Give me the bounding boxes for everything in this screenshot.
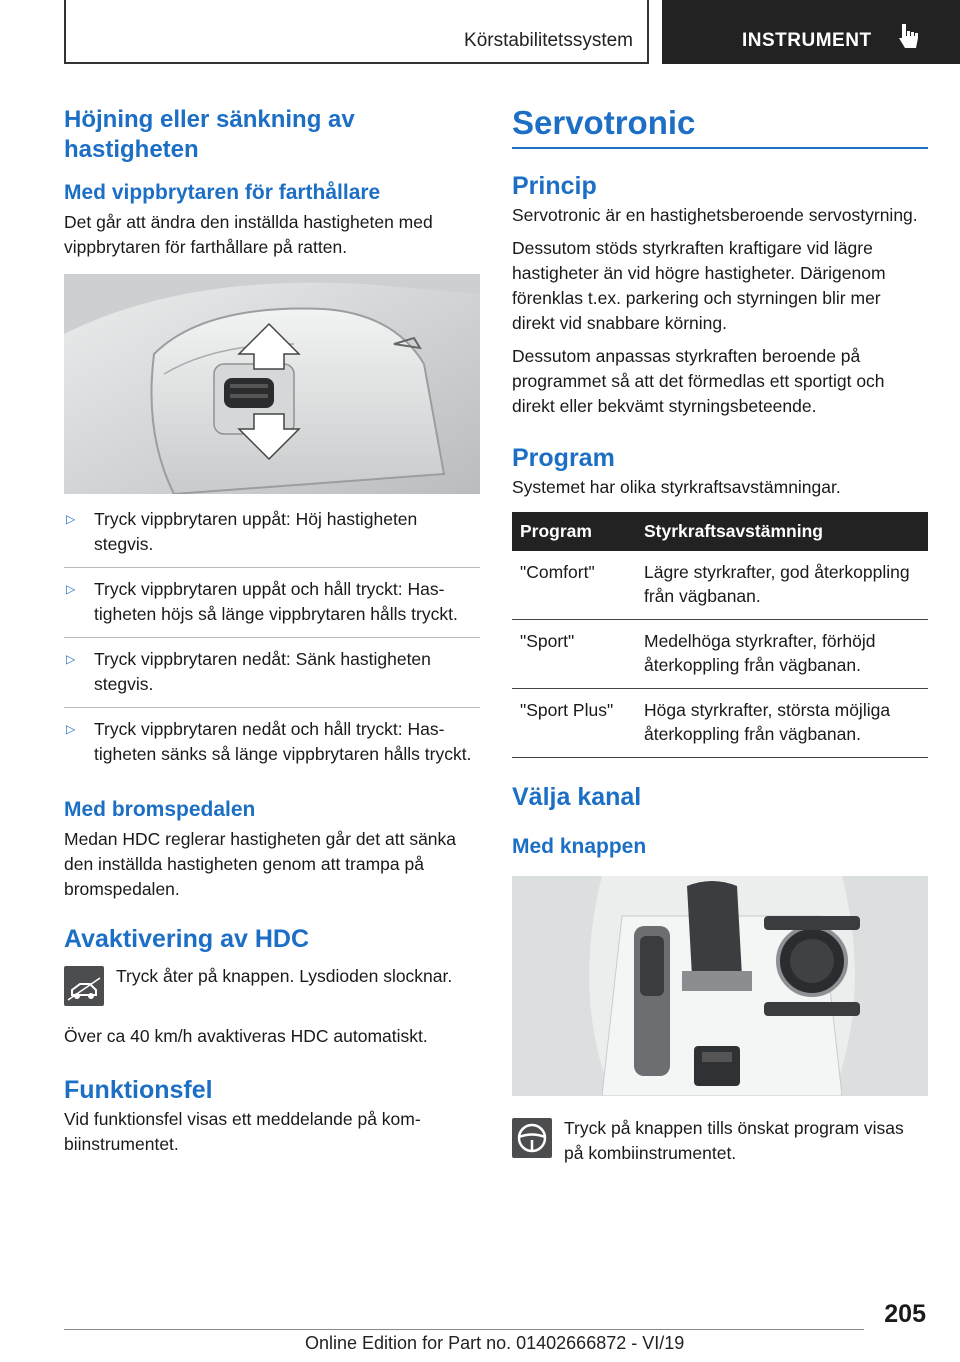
- paragraph-principle-2: Dessutom stöds styrkraften kraftigare vid lägre hastigheter än vid högre hastigheter. Därigenom förenklas t.ex. parkering och styrningen blir mer direkt vid snabbare körning.: [512, 238, 886, 333]
- paragraph-principle-1: Servotronic är en hastighetsberoende servostyrning.: [512, 205, 918, 225]
- list-item: ▷ Tryck vippbrytaren uppåt och håll tryckt: Hastigheten höjs så länge vippbrytaren hålls tryckt.: [64, 567, 480, 627]
- paragraph-principle-3: Dessutom anpassas styrkraften beroende på programmet så att det förmedlas ett sportigt och direkt eller bekvämt styrningsbeteende.: [512, 346, 885, 416]
- pointing-hand-icon: [896, 22, 920, 52]
- heading-deactivate-hdc: Avaktivering av HDC: [64, 925, 309, 953]
- heading-program: Program: [512, 444, 615, 472]
- triangle-bullet-icon: ▷: [66, 582, 76, 596]
- heading-speed-adjust: Höjning eller sänkning av hastigheten: [64, 106, 355, 163]
- steering-wheel-illustration: [64, 274, 480, 494]
- page-number: 205: [884, 1300, 926, 1328]
- paragraph-rocker-switch: Det går att ändra den inställda hastigheten med vippbrytaren för farthållare på ratten.: [64, 212, 433, 257]
- program-name: "Comfort": [512, 551, 636, 620]
- column-header-tuning: Styrkraftsavstämning: [636, 512, 928, 551]
- program-description: Höga styrkrafter, största möjliga återkoppling från vägbanan.: [636, 689, 928, 758]
- list-item: ▷ Tryck vippbrytaren nedåt och håll tryckt: Hastigheten sänks så länge vippbrytaren hålls tryckt.: [64, 707, 480, 767]
- footer-edition: Online Edition for Part no. 01402666872 - VI/19: [305, 1333, 685, 1353]
- hdc-button-icon: [64, 966, 104, 1006]
- heading-with-button: Med knappen: [512, 835, 647, 858]
- header-chapter-tab: [662, 0, 960, 64]
- table-header-row: [512, 512, 928, 551]
- deactivate-instruction: [64, 964, 480, 1014]
- left-column: [64, 100, 480, 1157]
- triangle-bullet-icon: ▷: [66, 512, 76, 526]
- column-header-program: Program: [512, 512, 636, 551]
- footer-divider: [64, 1329, 864, 1330]
- right-column: [512, 100, 928, 1166]
- program-description: Lägre styrkrafter, god återkoppling från vägbanan.: [636, 551, 928, 620]
- heading-brake-pedal: Med bromspedalen: [64, 798, 256, 821]
- table-row: [512, 689, 928, 758]
- heading-malfunction: Funktionsfel: [64, 1076, 213, 1104]
- paragraph-auto-deactivate: Över ca 40 km/h avaktiveras HDC automatiskt.: [64, 1026, 428, 1046]
- steering-wheel-icon: [512, 1118, 552, 1158]
- header-chapter-title: INSTRUMENT: [742, 30, 872, 51]
- list-item: ▷ Tryck vippbrytaren nedåt: Sänk hastigheten stegvis.: [64, 637, 480, 697]
- heading-principle: Princip: [512, 172, 597, 200]
- paragraph-brake-pedal: Medan HDC reglerar hastigheten går det att sänka den inställda hastigheten genom att trampa på bromspedalen.: [64, 829, 457, 899]
- table-row: [512, 620, 928, 689]
- paragraph-program: Systemet har olika styrkraftsavstämningar.: [512, 477, 841, 497]
- header-section-title: Körstabilitetssystem: [464, 30, 633, 51]
- program-description: Medelhöga styrkrafter, förhöjd återkoppling från vägbanan.: [636, 620, 928, 689]
- heading-servotronic: Servotronic: [512, 104, 696, 141]
- table-row: [512, 551, 928, 620]
- center-console-illustration: [512, 876, 928, 1096]
- button-instruction: [512, 1116, 928, 1166]
- program-name: "Sport Plus": [512, 689, 636, 758]
- header-section-box: [64, 0, 649, 64]
- triangle-bullet-icon: ▷: [66, 722, 76, 736]
- heading-select-channel: Välja kanal: [512, 783, 642, 811]
- paragraph-deactivate: Tryck åter på knappen. Lysdioden slocknar.: [116, 966, 453, 986]
- list-item: ▷ Tryck vippbrytaren uppåt: Höj hastigheten stegvis.: [66, 509, 418, 554]
- program-table: [512, 512, 928, 758]
- rocker-switch-bullet-list: [64, 507, 480, 767]
- paragraph-malfunction: Vid funktionsfel visas ett meddelande på kombiinstrumentet.: [64, 1109, 421, 1154]
- center-console-image: [512, 876, 928, 1096]
- triangle-bullet-icon: ▷: [66, 652, 76, 666]
- heading-rocker-switch: Med vippbrytaren för farthållare: [64, 181, 381, 204]
- heading-underline: [512, 147, 928, 149]
- steering-wheel-rocker-image: [64, 274, 480, 494]
- paragraph-with-button: Tryck på knappen tills önskat program visas på kombiinstrumentet.: [564, 1118, 904, 1163]
- program-name: "Sport": [512, 620, 636, 689]
